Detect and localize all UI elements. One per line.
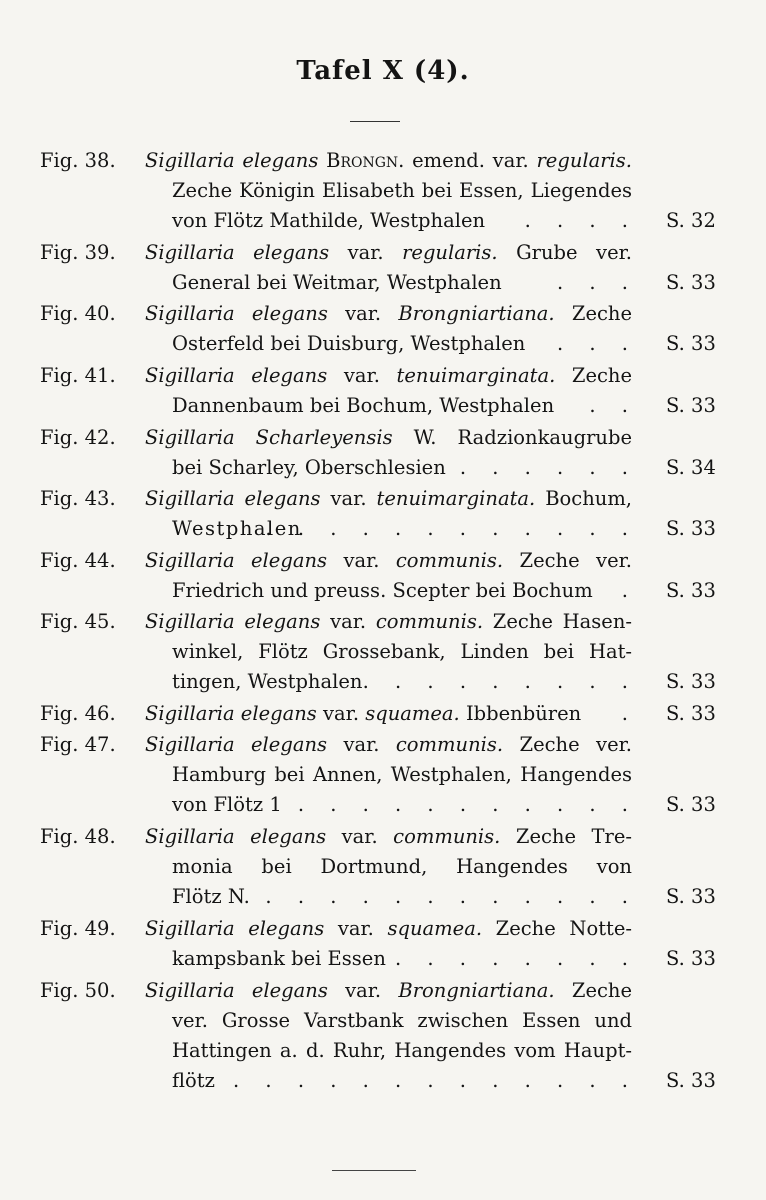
taxon-name: Sigillaria elegans: [145, 364, 328, 387]
figure-number: Fig. 41.: [40, 364, 116, 387]
figure-caption-continued: [172, 1036, 632, 1066]
taxon-name: Sigillaria elegans: [145, 610, 321, 633]
figure-caption-continued: [172, 637, 632, 667]
caption-text: Bochum,: [535, 487, 633, 510]
taxon-name: squamea.: [387, 917, 483, 940]
caption-text: kampsbank bei Essen: [172, 947, 386, 970]
figure-entry-line: [0, 453, 766, 483]
taxon-name: Sigillaria elegans: [145, 825, 327, 848]
taxon-name: Brongniartiana.: [398, 302, 555, 325]
taxon-name: squamea.: [365, 702, 460, 725]
figure-number: Fig. 43.: [40, 487, 116, 510]
figure-entry-line: [0, 1036, 766, 1066]
leader-dots: .: [621, 579, 638, 602]
caption-text: var.: [327, 549, 396, 572]
figure-caption-continued: [172, 1066, 638, 1096]
figure-entry-line: [0, 329, 766, 359]
caption-text: Zeche ver.: [503, 733, 632, 756]
figure-entry-line: [0, 822, 766, 852]
caption-text: bei Scharley, Oberschlesien: [172, 456, 446, 479]
leader-dots: . . . . . . . . . . .: [297, 793, 638, 816]
figure-number: Fig. 42.: [40, 426, 116, 449]
figure-caption-continued: [172, 944, 638, 974]
figure-entry-line: [0, 1066, 766, 1096]
figure-number: Fig. 49.: [40, 917, 116, 940]
leader-dots: . . . .: [524, 209, 638, 232]
title-divider: [350, 121, 400, 122]
leader-dots: .: [621, 702, 638, 725]
taxon-name: Sigillaria elegans: [145, 302, 328, 325]
figure-caption-continued: [172, 1006, 632, 1036]
figure-caption: [145, 607, 632, 637]
caption-text: var.: [324, 917, 388, 940]
figure-caption-continued: [172, 391, 638, 421]
page-reference: S. 33: [666, 332, 716, 355]
figure-entry-line: [0, 423, 766, 453]
taxon-name: Sigillaria Scharleyensis: [145, 426, 393, 449]
figure-entry-line: [0, 238, 766, 268]
leader-dots: . . . . . .: [459, 456, 638, 479]
figure-entry-line: [0, 976, 766, 1006]
caption-text: var.: [320, 610, 376, 633]
leader-dots: . . . . . . . .: [395, 947, 638, 970]
page-reference: S. 33: [666, 885, 716, 908]
taxon-name: tenuimarginata.: [376, 487, 536, 510]
figure-entry-line: [0, 299, 766, 329]
taxon-name: regularis.: [402, 241, 498, 264]
caption-text: var.: [320, 487, 377, 510]
page-reference: S. 33: [666, 947, 716, 970]
taxon-name: Sigillaria elegans: [145, 917, 325, 940]
leader-dots: . . . . . . . . . . . . .: [233, 1069, 638, 1092]
taxon-name: Sigillaria elegans: [145, 979, 328, 1002]
taxon-name: Sigillaria elegans: [145, 487, 321, 510]
figure-caption-continued: [172, 760, 632, 790]
figure-entry-line: [0, 206, 766, 236]
caption-text: var.: [329, 241, 403, 264]
caption-text: var.: [327, 302, 399, 325]
page-reference: S. 33: [666, 517, 716, 540]
figure-caption-continued: [172, 176, 632, 206]
figure-entry-line: [0, 361, 766, 391]
caption-text: Friedrich und preuss. Scepter bei Bochum: [172, 579, 593, 602]
figure-number: Fig. 39.: [40, 241, 116, 264]
figure-caption-continued: [172, 852, 632, 882]
taxon-name: communis.: [395, 549, 504, 572]
figure-entry-line: [0, 667, 766, 697]
caption-text: var.: [327, 979, 399, 1002]
figure-entry-line: [0, 576, 766, 606]
caption-text: Dannenbaum bei Bochum, Westphalen: [172, 394, 555, 417]
taxon-name: Sigillaria elegans: [145, 149, 319, 172]
caption-text: Hamburg bei Annen, Westphalen, Hangendes: [172, 763, 632, 786]
taxon-name: Sigillaria elegans: [145, 702, 317, 725]
figure-number: Fig. 50.: [40, 979, 116, 1002]
taxon-name: Brongniartiana.: [398, 979, 555, 1002]
figure-number: Fig. 46.: [40, 702, 116, 725]
figure-entry-line: [0, 146, 766, 176]
caption-text: von Flötz Mathilde, Westphalen: [172, 209, 486, 232]
taxon-name: communis.: [395, 733, 504, 756]
page-reference: S. 33: [666, 1069, 716, 1092]
figure-caption: [145, 484, 632, 514]
taxon-name: Sigillaria elegans: [145, 549, 328, 572]
figure-entry-line: [0, 607, 766, 637]
figure-caption-continued: [172, 576, 638, 606]
figure-entry-line: [0, 730, 766, 760]
leader-dots: . .: [589, 394, 638, 417]
figure-entry-line: [0, 514, 766, 544]
figure-caption-continued: [172, 329, 638, 359]
taxon-name: communis.: [375, 610, 484, 633]
leader-dots: . . . . . . . . .: [362, 670, 638, 693]
figure-entry-line: [0, 699, 766, 729]
figure-entry-line: [0, 944, 766, 974]
figure-caption: [145, 914, 632, 944]
figure-caption-continued: [172, 453, 638, 483]
page-reference: S. 34: [666, 456, 716, 479]
taxon-name: Sigillaria elegans: [145, 733, 328, 756]
caption-text: var.: [316, 702, 366, 725]
figure-entry-line: [0, 914, 766, 944]
caption-text: Hattingen a. d. Ruhr, Hangendes vom Haupt-: [172, 1039, 632, 1062]
figure-caption: [145, 146, 632, 176]
caption-text: Zeche: [554, 979, 632, 1002]
page-reference: S. 33: [666, 702, 716, 725]
figure-caption-continued: [172, 206, 638, 236]
page-reference: S. 33: [666, 670, 716, 693]
caption-text: Zeche Tre-: [500, 825, 632, 848]
figure-number: Fig. 47.: [40, 733, 116, 756]
figure-caption: [145, 822, 632, 852]
figure-number: Fig. 38.: [40, 149, 116, 172]
figure-caption: [145, 976, 632, 1006]
caption-text: ver. Grosse Varstbank zwischen Essen und: [172, 1009, 632, 1032]
caption-text: var.: [326, 825, 394, 848]
figure-entry-line: [0, 391, 766, 421]
figure-caption-continued: [172, 790, 638, 820]
caption-text: Brongn.: [326, 149, 405, 172]
caption-text: [318, 149, 326, 172]
caption-text: Westphalen: [172, 517, 302, 540]
figure-caption: [145, 238, 632, 268]
caption-text: monia bei Dortmund, Hangendes von: [172, 855, 632, 878]
caption-text: von Flötz 1: [172, 793, 282, 816]
caption-text: emend. var.: [404, 149, 537, 172]
footer-divider: [332, 1170, 416, 1171]
taxon-name: regularis.: [536, 149, 632, 172]
caption-text: Zeche Königin Elisabeth bei Essen, Liegendes: [172, 179, 632, 202]
caption-text: Osterfeld bei Duisburg, Westphalen: [172, 332, 526, 355]
figure-number: Fig. 48.: [40, 825, 116, 848]
figure-entry-line: [0, 1006, 766, 1036]
page-reference: S. 33: [666, 271, 716, 294]
caption-text: Zeche Hasen-: [483, 610, 632, 633]
figure-entry-line: [0, 637, 766, 667]
figure-number: Fig. 40.: [40, 302, 116, 325]
caption-text: var.: [327, 733, 396, 756]
figure-caption-continued: [172, 882, 638, 912]
figure-entry-line: [0, 882, 766, 912]
figure-number: Fig. 44.: [40, 549, 116, 572]
page-reference: S. 33: [666, 793, 716, 816]
caption-text: Flötz N.: [172, 885, 250, 908]
caption-text: W. Radzionkaugrube: [392, 426, 632, 449]
caption-text: var.: [327, 364, 397, 387]
figure-caption: [145, 730, 632, 760]
leader-dots: . . .: [557, 332, 638, 355]
taxon-name: tenuimarginata.: [396, 364, 556, 387]
figure-entry-line: [0, 546, 766, 576]
figure-caption: [145, 299, 632, 329]
figure-caption-continued: [172, 667, 638, 697]
leader-dots: . . .: [557, 271, 638, 294]
taxon-name: communis.: [393, 825, 501, 848]
caption-text: flötz: [172, 1069, 215, 1092]
caption-text: General bei Weitmar, Westphalen: [172, 271, 502, 294]
caption-text: tingen, Westphalen: [172, 670, 363, 693]
figure-caption: [145, 423, 632, 453]
caption-text: Grube ver.: [497, 241, 632, 264]
page-reference: S. 33: [666, 579, 716, 602]
leader-dots: . . . . . . . . . . . .: [265, 517, 638, 540]
caption-text: winkel, Flötz Grossebank, Linden bei Hat-: [172, 640, 632, 663]
figure-entry-line: [0, 760, 766, 790]
page-reference: S. 33: [666, 394, 716, 417]
caption-text: Zeche Notte-: [482, 917, 632, 940]
figure-caption: [145, 546, 632, 576]
caption-text: Zeche: [555, 364, 633, 387]
caption-text: Zeche ver.: [503, 549, 632, 572]
figure-entry-line: [0, 484, 766, 514]
figure-number: Fig. 45.: [40, 610, 116, 633]
figure-caption-continued: [172, 514, 638, 544]
leader-dots: . . . . . . . . . . . .: [265, 885, 638, 908]
figure-entry-line: [0, 852, 766, 882]
page-reference: S. 32: [666, 209, 716, 232]
figure-entry-line: [0, 176, 766, 206]
figure-entry-line: [0, 268, 766, 298]
caption-text: Ibbenbüren: [459, 702, 582, 725]
figure-caption: [145, 699, 638, 729]
page-title: Tafel X (4).: [296, 56, 470, 86]
caption-text: Zeche: [554, 302, 632, 325]
figure-caption-continued: [172, 268, 638, 298]
figure-caption: [145, 361, 632, 391]
taxon-name: Sigillaria elegans: [145, 241, 330, 264]
figure-entry-line: [0, 790, 766, 820]
